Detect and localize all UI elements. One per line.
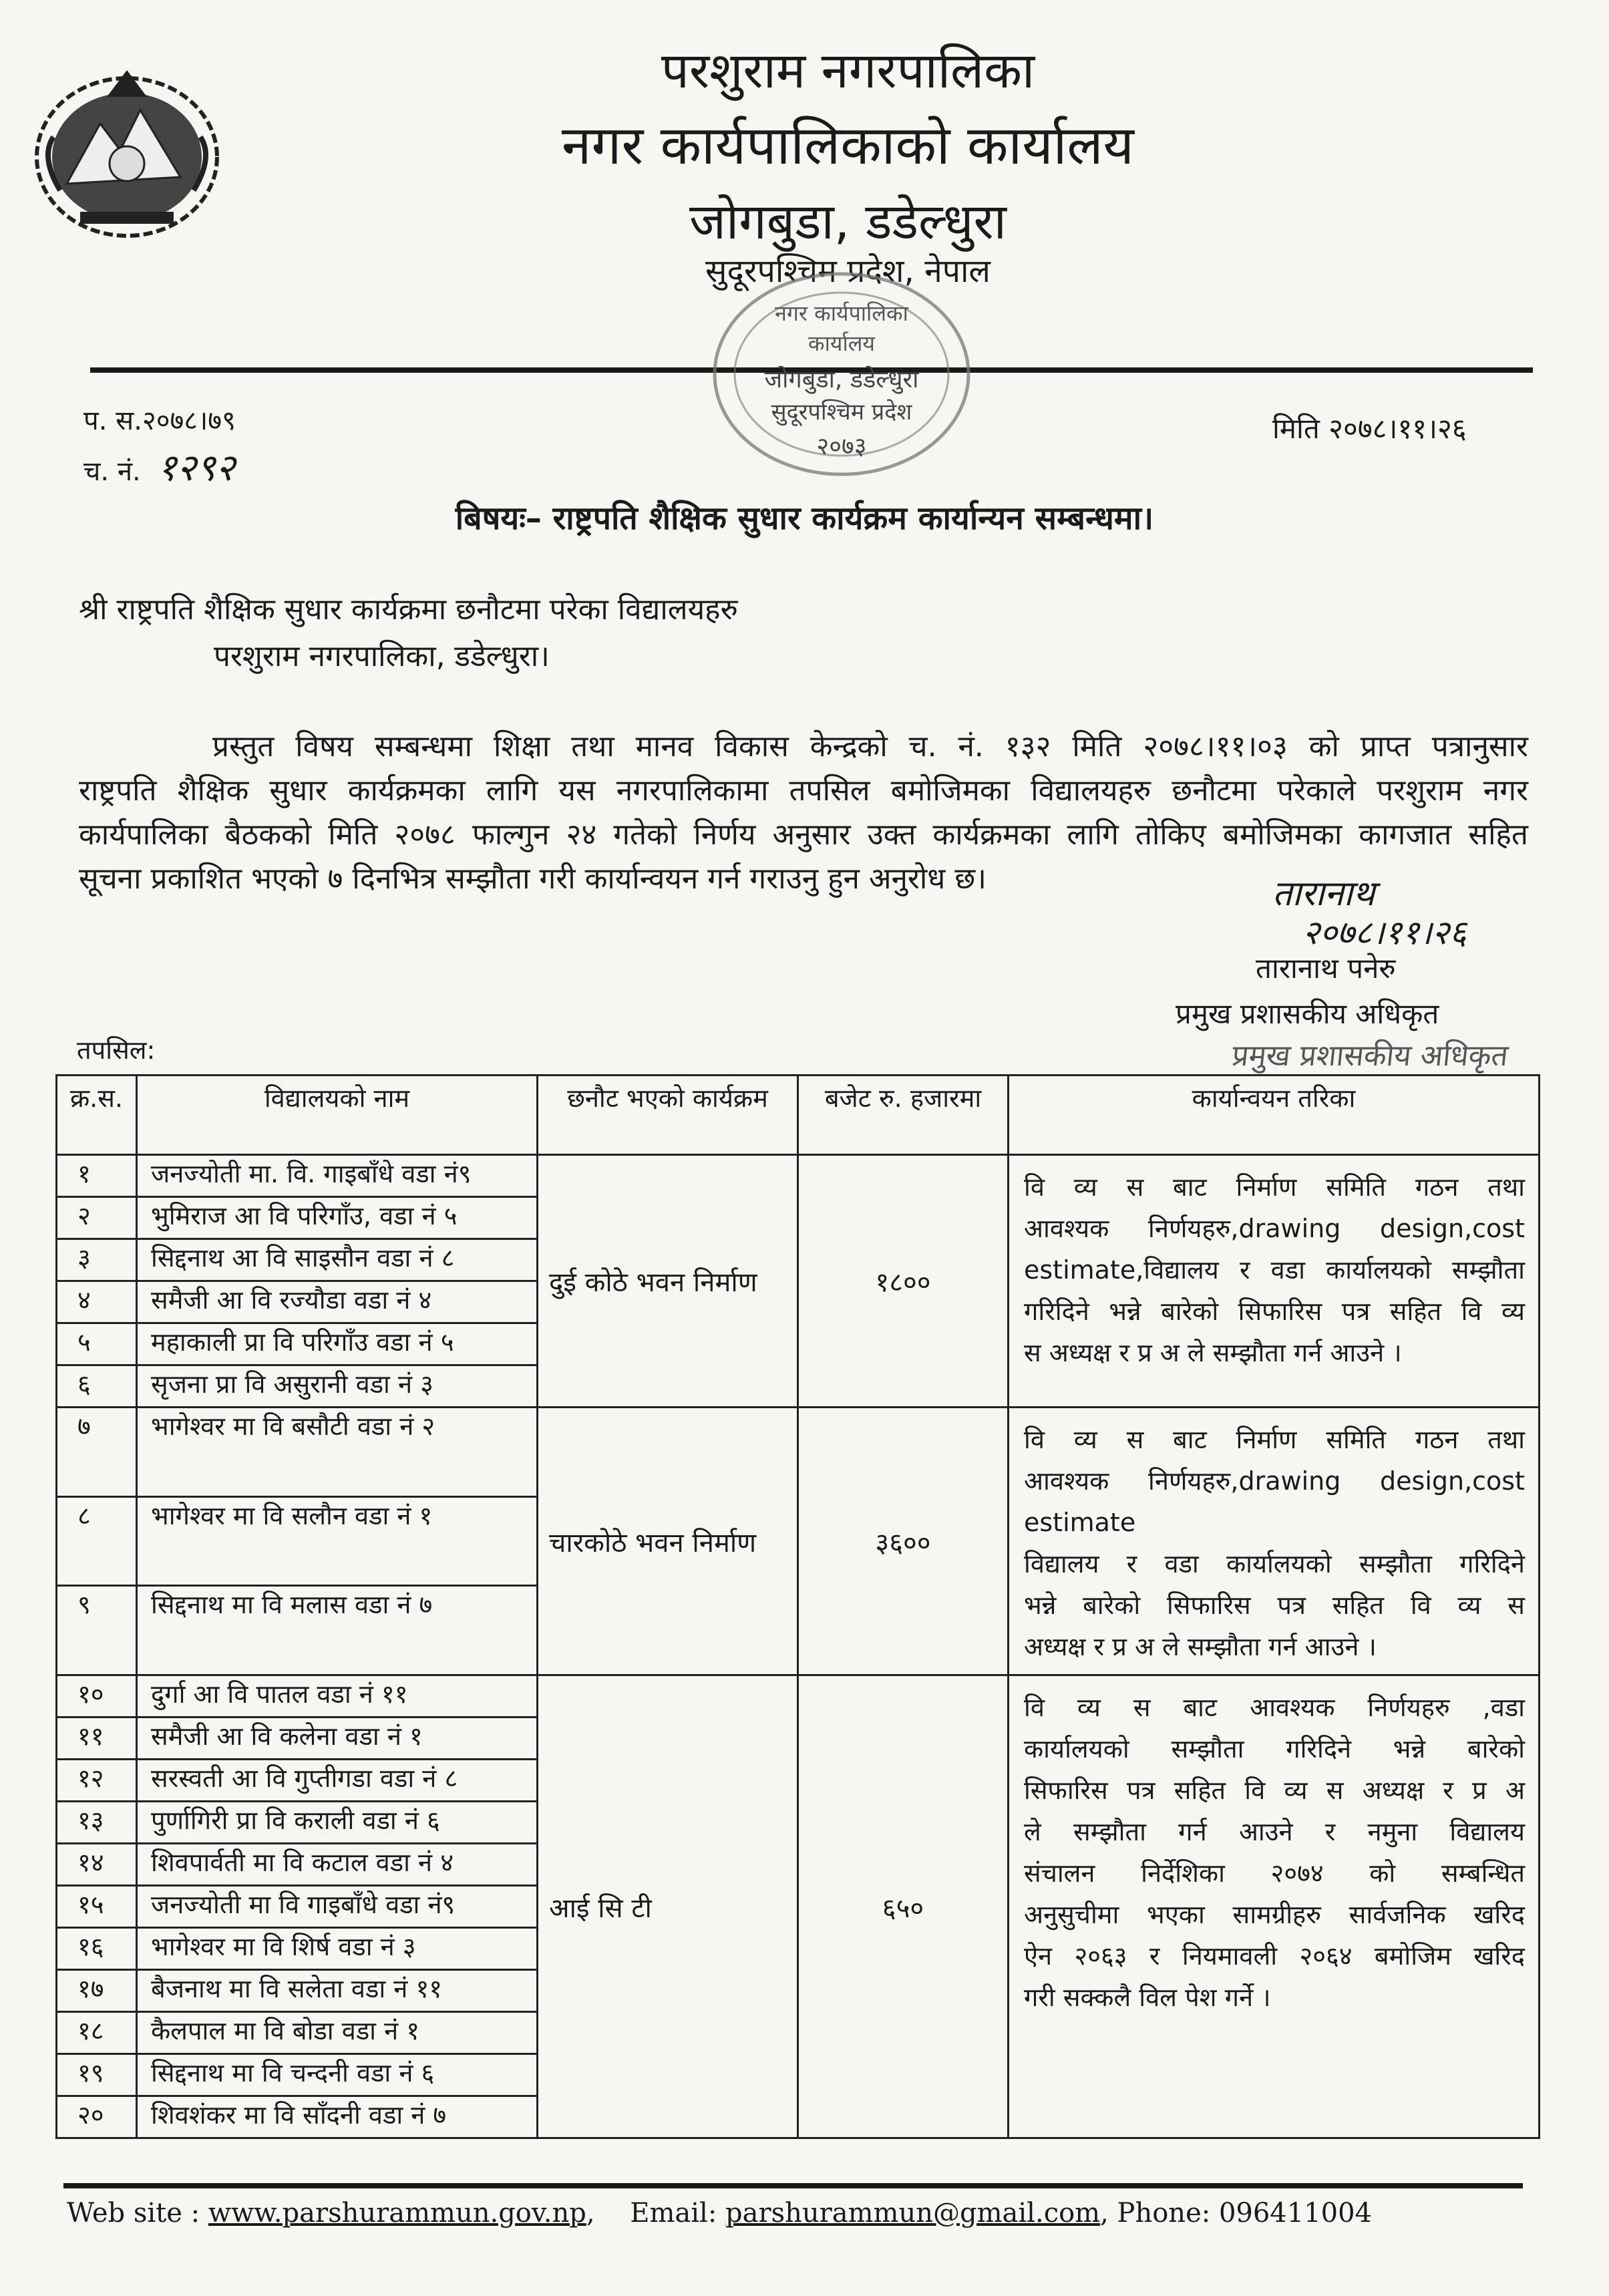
seal-text-2: कार्यालय [808, 331, 875, 356]
method-line: विद्यालय र वडा कार्यालयको सम्झौता गरिदिने [1024, 1549, 1525, 1579]
row-school-name: समैजी आ वि रज्यौडा वडा नं ४ [137, 1281, 538, 1323]
method-line: वि व्य स बाट निर्माण समिति गठन तथा [1024, 1425, 1525, 1454]
website-label: Web site : [67, 2198, 200, 2229]
row-serial: ५ [57, 1323, 137, 1365]
chalani-number: १२९२ [157, 446, 235, 490]
row-school-name: जनज्योती मा वि गाइबाँधे वडा नं९ [137, 1886, 538, 1928]
office-name: नगर कार्यपालिकाको कार्यालय [562, 114, 1134, 176]
website-link[interactable]: www.parshurammun.gov.np [208, 2198, 586, 2229]
row-school-name: भागेश्वर मा वि बसौटी वडा नं २ [137, 1408, 538, 1497]
row-serial: ४ [57, 1281, 137, 1323]
method-line: आवश्यक निर्णयहरु,drawing design,cost estimate [1024, 1466, 1525, 1537]
signatory-designation: प्रमुख प्रशासकीय अधिकृत [1176, 997, 1439, 1030]
body-line-3: कार्यपालिका बैठकको मिति २०७८ फाल्गुन २४ गतेको निर्णय अनुसार उक्त कार्यक्रमका लागि तोकिए बमोजिमका कागजात सहित [79, 818, 1528, 852]
row-school-name: सिद्दनाथ मा वि मलास वडा नं ७ [137, 1586, 538, 1675]
row-serial: ६ [57, 1365, 137, 1408]
method-line: संचालन निर्देशिका २०७४ को सम्बन्धित [1024, 1858, 1525, 1888]
subject-line: बिषयः– राष्ट्रपति शैक्षिक सुधार कार्यक्रम कार्यान्यन सम्बन्धमा। [455, 500, 1154, 537]
row-serial: ८ [57, 1496, 137, 1586]
chalani-label: च. नं. [83, 456, 141, 487]
group-method [1009, 1408, 1540, 1675]
group-program: चारकोठे भवन निर्माण [538, 1408, 798, 1675]
method-line: सिफारिस पत्र सहित वि व्य स अध्यक्ष र प्र अ [1024, 1776, 1525, 1805]
method-line: अध्यक्ष र प्र अ ले सम्झौता गर्न आउने । [1024, 1632, 1377, 1661]
row-serial: १७ [57, 1970, 137, 2012]
footer-divider [63, 2183, 1523, 2188]
method-line: आवश्यक निर्णयहरु,drawing design,cost [1024, 1214, 1525, 1243]
footer-comma-1: , [586, 2198, 595, 2229]
row-serial: १९ [57, 2054, 137, 2096]
row-serial: ७ [57, 1408, 137, 1497]
method-line: ऐन २०६३ र नियमावली २०६४ बमोजिम खरिद [1024, 1941, 1525, 1971]
body-line-4: सूचना प्रकाशित भएको ७ दिनभित्र सम्झौता गरी कार्यान्वयन गर्न गराउनु हुन अनुरोध छ। [79, 862, 987, 896]
table-row [57, 1408, 1540, 1497]
group-program: आई सि टी [538, 1675, 798, 2138]
municipality-name: परशुराम नगरपालिका [661, 42, 1035, 100]
group-method [1009, 1675, 1540, 2138]
row-serial: २ [57, 1197, 137, 1239]
group-budget: ३६०० [798, 1408, 1009, 1675]
phone-number: 096411004 [1218, 2198, 1372, 2229]
signatory-name: तारानाथ पनेरु [1256, 952, 1396, 985]
group-budget: १८०० [798, 1155, 1009, 1408]
row-school-name: सृजना प्रा वि असुरानी वडा नं ३ [137, 1365, 538, 1408]
row-serial: १८ [57, 2012, 137, 2054]
footer-comma-2: , [1100, 2198, 1109, 2229]
group-budget: ६५० [798, 1675, 1009, 2138]
office-seal-icon [701, 254, 982, 494]
row-school-name: शिवशंकर मा वि साँदनी वडा नं ७ [137, 2096, 538, 2138]
group-method [1009, 1155, 1540, 1408]
letter-date: मिति २०७८।११।२६ [1272, 412, 1467, 445]
group-program: दुई कोठे भवन निर्माण [538, 1155, 798, 1408]
header-school: विद्यालयको नाम [137, 1076, 538, 1155]
table-row [57, 1675, 1540, 1717]
method-line: गरी सक्कलै विल पेश गर्ने । [1024, 1983, 1271, 2012]
method-line: अनुसुचीमा भएका सामग्रीहरु सार्वजनिक खरिद [1024, 1900, 1525, 1929]
row-serial: १० [57, 1675, 137, 1717]
row-serial: १२ [57, 1760, 137, 1802]
table-header-row [57, 1076, 1540, 1155]
method-line: estimate,विद्यालय र वडा कार्यालयको सम्झौता [1024, 1255, 1525, 1285]
row-serial: १ [57, 1155, 137, 1197]
row-serial: २० [57, 2096, 137, 2138]
table-row [57, 1155, 1540, 1197]
row-serial: ९ [57, 1586, 137, 1675]
row-school-name: जनज्योती मा. वि. गाइबाँधे वडा नं९ [137, 1155, 538, 1197]
seal-text-4: सुदूरपश्चिम प्रदेश [771, 399, 912, 426]
row-serial: १४ [57, 1844, 137, 1886]
table-caption: तपसिल: [77, 1035, 156, 1065]
row-serial: १६ [57, 1928, 137, 1970]
header-budget: बजेट रु. हजारमा [798, 1076, 1009, 1155]
method-line: वि व्य स बाट निर्माण समिति गठन तथा [1024, 1172, 1525, 1202]
row-school-name: सिद्दनाथ मा वि चन्दनी वडा नं ६ [137, 2054, 538, 2096]
method-line: भन्ने बारेको सिफारिस पत्र सहित वि व्य स [1024, 1591, 1525, 1620]
row-serial: १५ [57, 1886, 137, 1928]
header-program: छनौट भएको कार्यक्रम [538, 1076, 798, 1155]
method-line: कार्यालयको सम्झौता गरिदिने भन्ने बारेको [1024, 1734, 1525, 1764]
header-method: कार्यान्वयन तरिका [1009, 1076, 1540, 1155]
method-line: गरिदिने भन्ने बारेको सिफारिस पत्र सहित वि व्य [1024, 1297, 1525, 1326]
addressee-line-2: परशुराम नगरपालिका, डडेल्धुरा। [214, 639, 550, 673]
handwritten-signature: तारानाथ [1272, 874, 1375, 914]
body-line-2: राष्ट्रपति शैक्षिक सुधार कार्यक्रमका लागि यस नगरपालिकामा तपसिल बमोजिमका विद्यालयहरु छनौटमा परेकाले परशुराम नगर [79, 774, 1528, 808]
signature-date: २०७८।११।२६ [1302, 913, 1467, 952]
patra-sankhya: प. स.२०७८।७९ [83, 405, 236, 436]
province-name: सुदूरपश्चिम प्रदेश, नेपाल [705, 253, 991, 290]
chalani-number-row [83, 441, 235, 492]
method-line: वि व्य स बाट आवश्यक निर्णयहरु ,वडा [1024, 1693, 1525, 1722]
row-school-name: महाकाली प्रा वि परिगाँउ वडा नं ५ [137, 1323, 538, 1365]
seal-text-3: जोगबुडा, डडेल्धुरा [764, 366, 919, 393]
office-location: जोगबुडा, डडेल्धुरा [689, 193, 1007, 251]
row-school-name: सरस्वती आ वि गुप्तीगडा वडा नं ८ [137, 1760, 538, 1802]
row-school-name: सिद्दनाथ आ वि साइसौन वडा नं ८ [137, 1239, 538, 1281]
addressee-line-1: श्री राष्ट्रपति शैक्षिक सुधार कार्यक्रमा छनौटमा परेका विद्यालयहरु [79, 593, 738, 627]
row-school-name: भुमिराज आ वि परिगाँउ, वडा नं ५ [137, 1197, 538, 1239]
row-school-name: शिवपार्वती मा वि कटाल वडा नं ४ [137, 1844, 538, 1886]
seal-text-1: नगर कार्यपालिका [775, 301, 908, 326]
body-line-1: प्रस्तुत विषय सम्बन्धमा शिक्षा तथा मानव विकास केन्द्रको च. नं. १३२ मिति २०७८।११।०३ को प्राप्त पत्रानुसार [212, 729, 1528, 764]
row-serial: ३ [57, 1239, 137, 1281]
row-school-name: दुर्गा आ वि पातल वडा नं ११ [137, 1675, 538, 1717]
row-school-name: समैजी आ वि कलेना वडा नं १ [137, 1717, 538, 1760]
row-school-name: बैजनाथ मा वि सलेता वडा नं ११ [137, 1970, 538, 2012]
row-school-name: भागेश्वर मा वि शिर्ष वडा नं ३ [137, 1928, 538, 1970]
row-school-name: पुर्णागिरी प्रा वि कराली वडा नं ६ [137, 1802, 538, 1844]
method-line: स अध्यक्ष र प्र अ ले सम्झौता गर्न आउने । [1024, 1338, 1402, 1367]
footer-contact [67, 2198, 1372, 2229]
email-label: Email: [630, 2198, 717, 2229]
table-body [57, 1155, 1540, 2138]
phone-label: Phone: [1117, 2198, 1211, 2229]
designation-stamp: प्रमुख प्रशासकीय अधिकृत [1230, 1039, 1510, 1073]
row-serial: ११ [57, 1717, 137, 1760]
school-program-table [55, 1074, 1540, 2139]
header-sn: क्र.स. [57, 1076, 137, 1155]
row-serial: १३ [57, 1802, 137, 1844]
method-line: ले सम्झौता गर्न आउने र नमुना विद्यालय [1024, 1817, 1525, 1846]
email-link[interactable]: parshurammun@gmail.com [725, 2198, 1101, 2229]
row-school-name: भागेश्वर मा वि सलौन वडा नं १ [137, 1496, 538, 1586]
seal-text-5: २०७३ [816, 433, 867, 460]
row-school-name: कैलपाल मा वि बोडा वडा नं १ [137, 2012, 538, 2054]
